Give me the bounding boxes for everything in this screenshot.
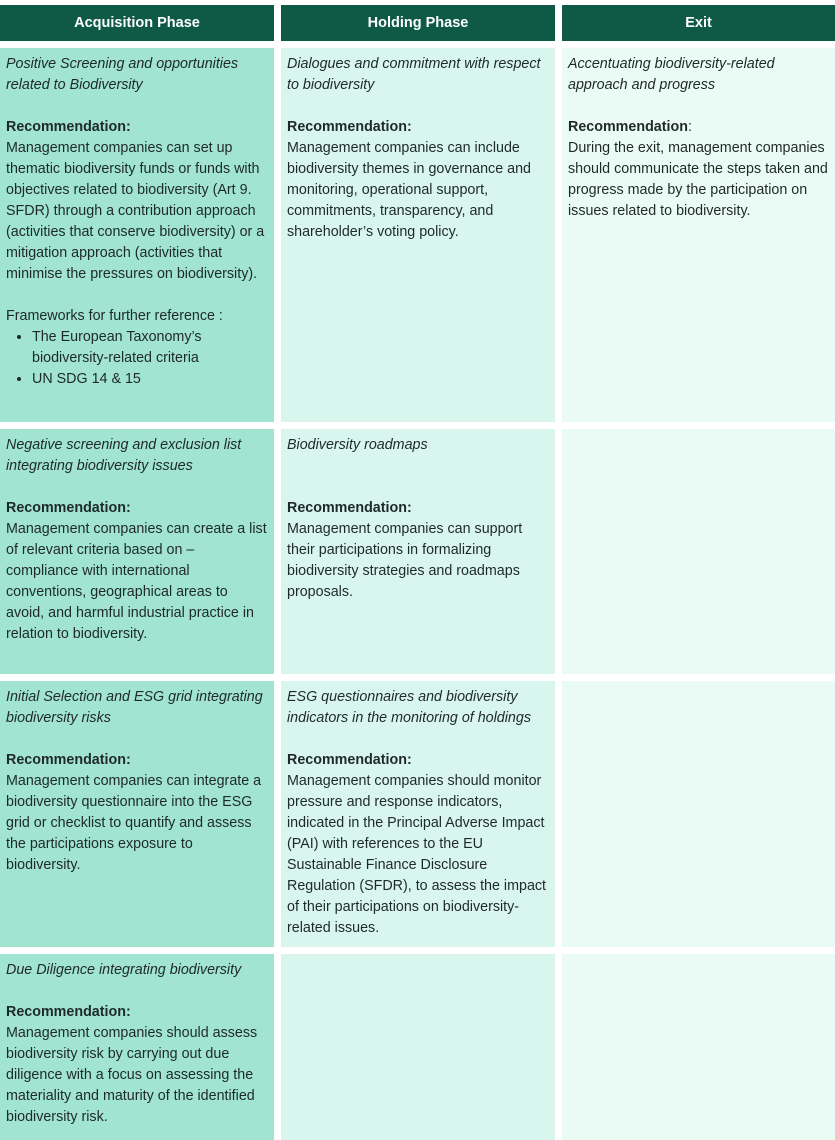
recommendation-label: Recommendation:	[6, 752, 131, 768]
row2-acquisition-cell	[0, 429, 274, 674]
cell-subtitle: Negative screening and exclusion list integrating biodiversity issues	[6, 437, 242, 474]
row3-exit-cell-empty	[562, 681, 835, 947]
row4-holding-cell-empty	[281, 954, 555, 1140]
recommendation-colon: :	[687, 119, 692, 135]
row3-acquisition-cell	[0, 681, 274, 947]
header-exit: Exit	[562, 5, 835, 41]
recommendation-text: Management companies should assess biodiversity risk by carrying out due diligence with a focus on assessing the materiality and maturity of the identified biodiversity risk.	[6, 1025, 258, 1125]
row1-holding-cell	[281, 48, 555, 422]
recommendation-label: Recommendation:	[287, 119, 412, 135]
frameworks-list-item: • The European Taxonomy’s biodiversity-related criteria	[32, 327, 269, 369]
cell-subtitle: Initial Selection and ESG grid integrating biodiversity risks	[6, 689, 263, 726]
recommendation-label: Recommendation:	[6, 500, 131, 516]
row4-exit-cell-empty	[562, 954, 835, 1140]
recommendation-text: Management companies can create a list of relevant criteria based on – compliance with international conventions, geographical areas to avoid, and harmful industrial practice in relation to biodiversity.	[6, 521, 267, 642]
row1-acquisition-cell	[0, 48, 274, 422]
recommendation-label: Recommendation:	[6, 119, 131, 135]
recommendation-label: Recommendation:	[287, 752, 412, 768]
row2-exit-cell-empty	[562, 429, 835, 674]
recommendation-text: Management companies can include biodiversity themes in governance and monitoring, operational support, commitments, transparency, and shareholder’s voting policy.	[287, 140, 531, 240]
cell-subtitle: Dialogues and commitment with respect to biodiversity	[287, 56, 541, 93]
recommendation-text: Management companies can support their participations in formalizing biodiversity strategies and roadmaps proposals.	[287, 521, 523, 600]
recommendation-text: During the exit, management companies should communicate the steps taken and progress made by the participation on issues related to biodiversity.	[568, 140, 828, 219]
recommendation-text: Management companies can set up thematic biodiversity funds or funds with objectives related to biodiversity (Art 9. SFDR) through a contribution approach (activities that conserve biodiversity) or a mitigation approach (activities that minimise the pressures on biodiversity).	[6, 140, 265, 282]
cell-subtitle: ESG questionnaires and biodiversity indicators in the monitoring of holdings	[287, 689, 531, 726]
cell-subtitle: Accentuating biodiversity-related approach and progress	[568, 56, 775, 93]
recommendation-text: Management companies can integrate a biodiversity questionnaire into the ESG grid or checklist to quantify and assess the participations exposure to biodiversity.	[6, 773, 262, 873]
row2-holding-cell	[281, 429, 555, 674]
recommendation-label: Recommendation:	[6, 1004, 131, 1020]
recommendation-label: Recommendation:	[287, 500, 412, 516]
cell-subtitle: Positive Screening and opportunities related to Biodiversity	[6, 56, 239, 93]
header-holding-phase: Holding Phase	[281, 5, 555, 41]
row4-acquisition-cell	[0, 954, 274, 1140]
recommendation-text: Management companies should monitor pressure and response indicators, indicated in the Principal Adverse Impact (PAI) with references to the EU Sustainable Finance Disclosure Regulation (SFDR), to assess the impact of their participations on biodiversity-related issues.	[287, 773, 547, 936]
row3-holding-cell	[281, 681, 555, 947]
header-acquisition-phase: Acquisition Phase	[0, 5, 274, 41]
row1-exit-cell	[562, 48, 835, 422]
frameworks-list-item: • UN SDG 14 & 15	[32, 369, 269, 390]
cell-subtitle: Due Diligence integrating biodiversity	[6, 962, 242, 978]
frameworks-list	[6, 327, 269, 390]
cell-subtitle: Biodiversity roadmaps	[287, 437, 428, 453]
recommendation-label: Recommendation	[568, 119, 688, 135]
frameworks-label: Frameworks for further reference :	[6, 308, 223, 324]
recommendation-heading	[568, 117, 830, 138]
